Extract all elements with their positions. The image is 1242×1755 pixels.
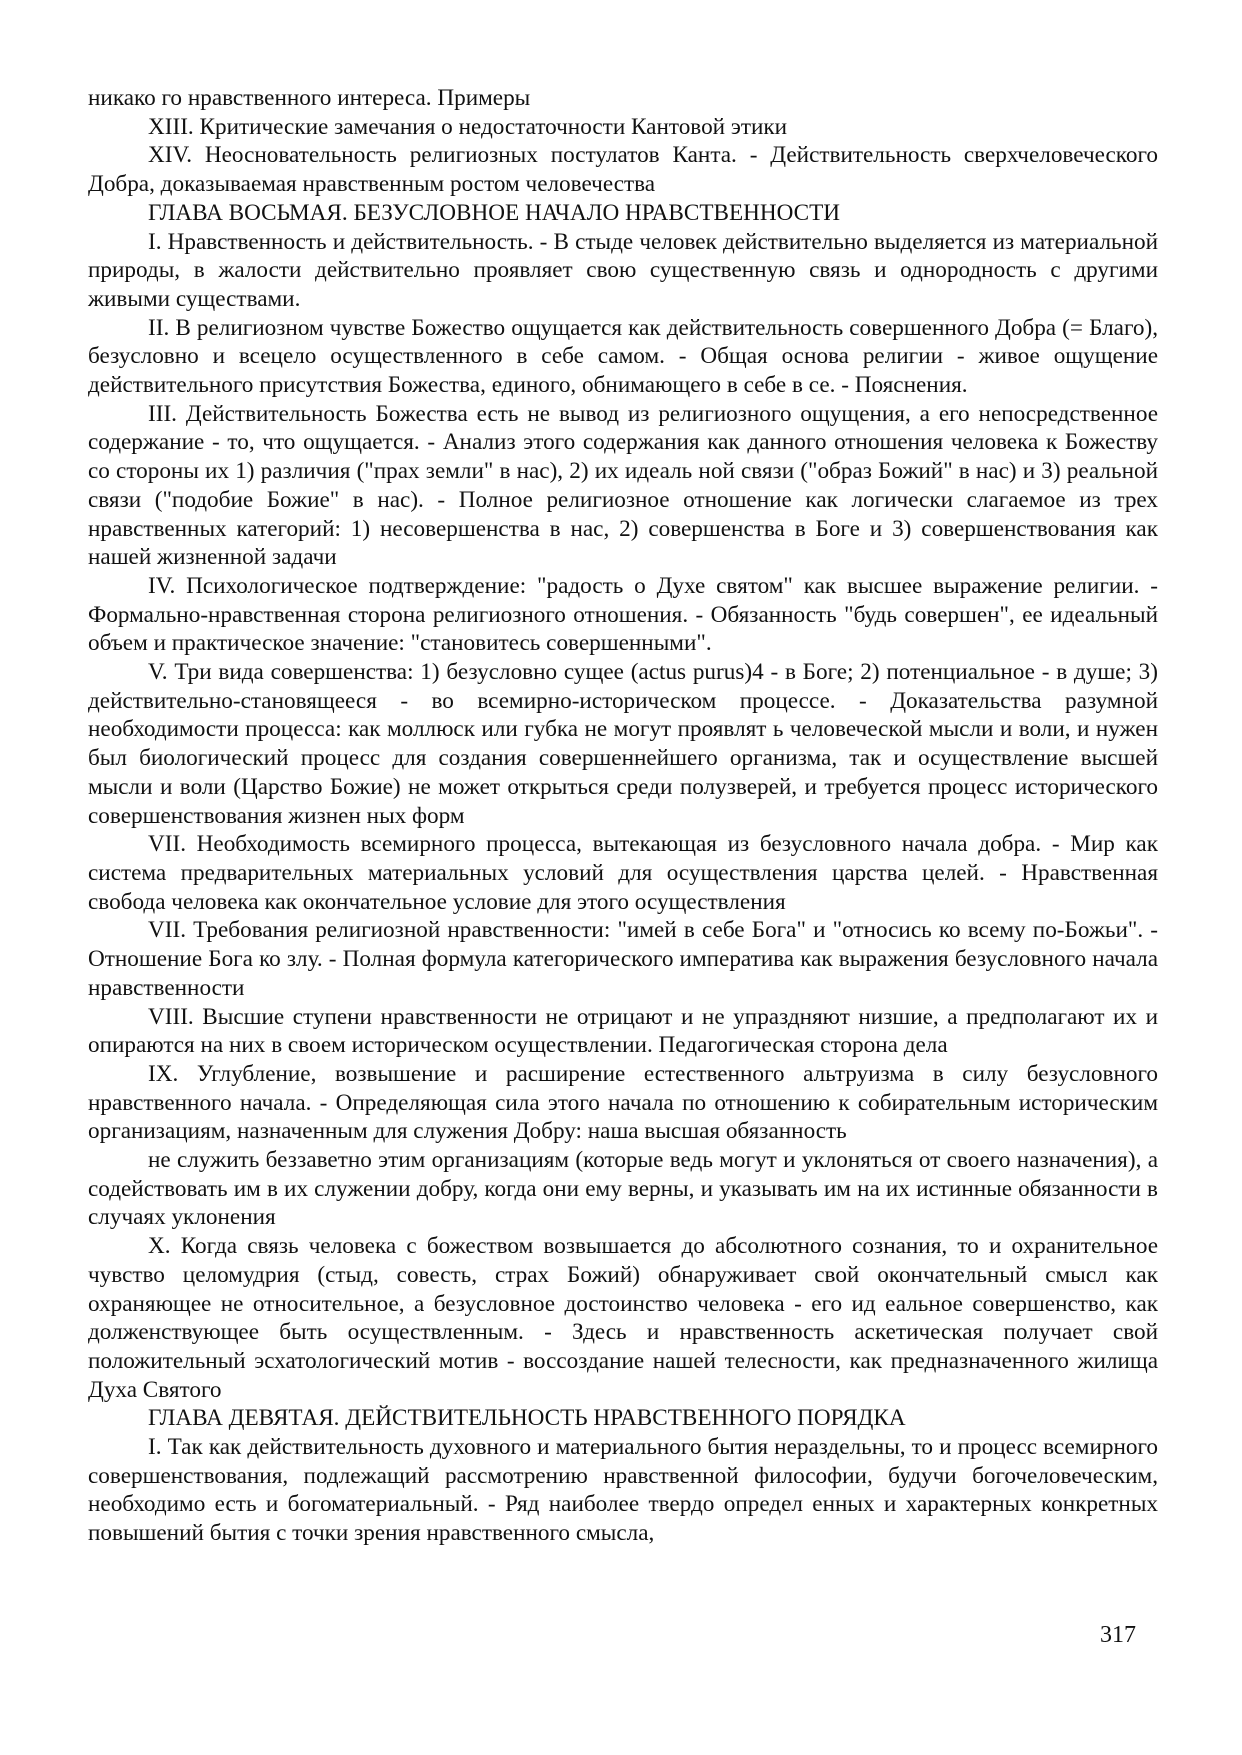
paragraph-ch8-iv: IV. Психологическое подтверждение: "радость о Духе святом" как высшее выражение религии. - Формально-нравственная сторона религиозного отношения. - Обязанность "будь совершен", ее идеальный объем и практическое значение: "становитесь совершенными". [88, 572, 1158, 657]
paragraph-ch8-vii-b: VII. Требования религиозной нравственности: "имей в себе Бога" и "относись ко всему по-Божьи". - Отношение Бога ко злу. - Полная формула категорического императива как выражения безусловного начала нравственности [88, 917, 1158, 1001]
paragraph-ch8-v: V. Три вида совершенства: 1) безусловно сущее (actus purus)4 - в Боге; 2) потенциальное - в душе; 3) действительно-становящееся - во всемирно-историческом процессе. - Доказательства разумной необходимости процесса: как моллюск или губка не могут проявлят ь человеческой мысли и воли, и нужен был биологический процесс для создания совершеннейшего организма, так и осуществление высшей мысли и воли (Царство Божие) не может открыться среди полузверей, и требуется процесс исторического совершенствования жизнен ных форм [88, 659, 1158, 829]
paragraph-ch8-i: I. Нравственность и действительность. - В стыде человек действительно выделяется из материальной природы, в жалости действительно проявляет свою существенную связь и однородность с другими живыми существами. [88, 228, 1158, 312]
paragraph-ch8-ix-cont: не служить беззаветно этим организациям (которые ведь могут и уклоняться от своего назначения), а содействовать им в их служении добру, когда они ему верны, и указывать им на их истинные обязанности в случаях уклонения [88, 1147, 1158, 1231]
page-body [88, 84, 1158, 1548]
paragraph-ch8-ix: IX. Углубление, возвышение и расширение естественного альтруизма в силу безусловного нравственного начала. - Определяющая сила этого начала по отношению к собирательным историческим организациям, назначенным для служения Добру: наша высшая обязанность [88, 1060, 1158, 1145]
paragraph-ch8-viii: VIII. Высшие ступени нравственности не отрицают и не упраздняют низшие, а предполагают их и опираются на них в своем историческом осуществлении. Педагогическая сторона дела [88, 1003, 1158, 1059]
paragraph-ch8-ii: II. В религиозном чувстве Божество ощущается как действительность совершенного Добра (= Благо), безусловно и всецело осуществленного в себе самом. - Общая основа религии - живое ощущение действительного присутствия Божества, единого, обнимающего в себе в се. - Пояснения. [88, 314, 1158, 399]
paragraph-continuation: никако го нравственного интереса. Примеры [88, 85, 531, 111]
chapter-heading-nine: ГЛАВА ДЕВЯТАЯ. ДЕЙСТВИТЕЛЬНОСТЬ НРАВСТВЕННОГО ПОРЯДКА [148, 1405, 906, 1432]
paragraph-ch8-vii-a: VII. Необходимость всемирного процесса, вытекающая из безусловного начала добра. - Мир как система предварительных материальных условий для осуществления царства целей. - Нравственная свобода человека как окончательное условие для этого осуществления [88, 831, 1158, 915]
page-number: 317 [1100, 1622, 1136, 1648]
paragraph-ch9-i: I. Так как действительность духовного и материального бытия нераздельны, то и процесс всемирного совершенствования, подлежащий рассмотрению нравственной философии, будучи богочеловеческим, необходимо есть и богоматериальный. - Ряд наиболее твердо определ енных и характерных конкретных повышений бытия с точки зрения нравственного смысла, [88, 1434, 1158, 1547]
chapter-heading-eight: ГЛАВА ВОСЬМАЯ. БЕЗУСЛОВНОЕ НАЧАЛО НРАВСТВЕННОСТИ [148, 199, 841, 226]
paragraph-ch8-iii: III. Действительность Божества есть не вывод из религиозного ощущения, а его непосредственное содержание - то, что ощущается. - Анализ этого содержания как данного отношения человека к Божеству со стороны их 1) различия ("прах земли" в нас), 2) их идеаль ной связи ("образ Божий" в нас) и 3) реальной связи ("подобие Божие" в нас). - Полное религиозное отношение как логически слагаемое из трех нравственных категорий: 1) несовершенства в нас, 2) совершенства в Боге и 3) совершенствования как нашей жизненной задачи [88, 400, 1158, 571]
paragraph-xiii: XIII. Критические замечания о недостаточности Кантовой этики [148, 113, 788, 140]
paragraph-xiv: XIV. Неосновательность религиозных постулатов Канта. - Действительность сверхчеловеческого Добра, доказываемая нравственным ростом человечества [88, 142, 1158, 198]
paragraph-ch8-x: X. Когда связь человека с божеством возвышается до абсолютного сознания, то и охранительное чувство целомудрия (стыд, совесть, страх Божий) обнаруживает свой окончательный смысл как охраняющее не относительное, а безусловное достоинство человека - его ид еальное совершенство, как долженствующее быть осуществленным. - Здесь и нравственность аскетическая получает свой положительный эсхатологический мотив - воссоздание нашей телесности, как предназначенного жилища Духа Святого [88, 1233, 1158, 1403]
